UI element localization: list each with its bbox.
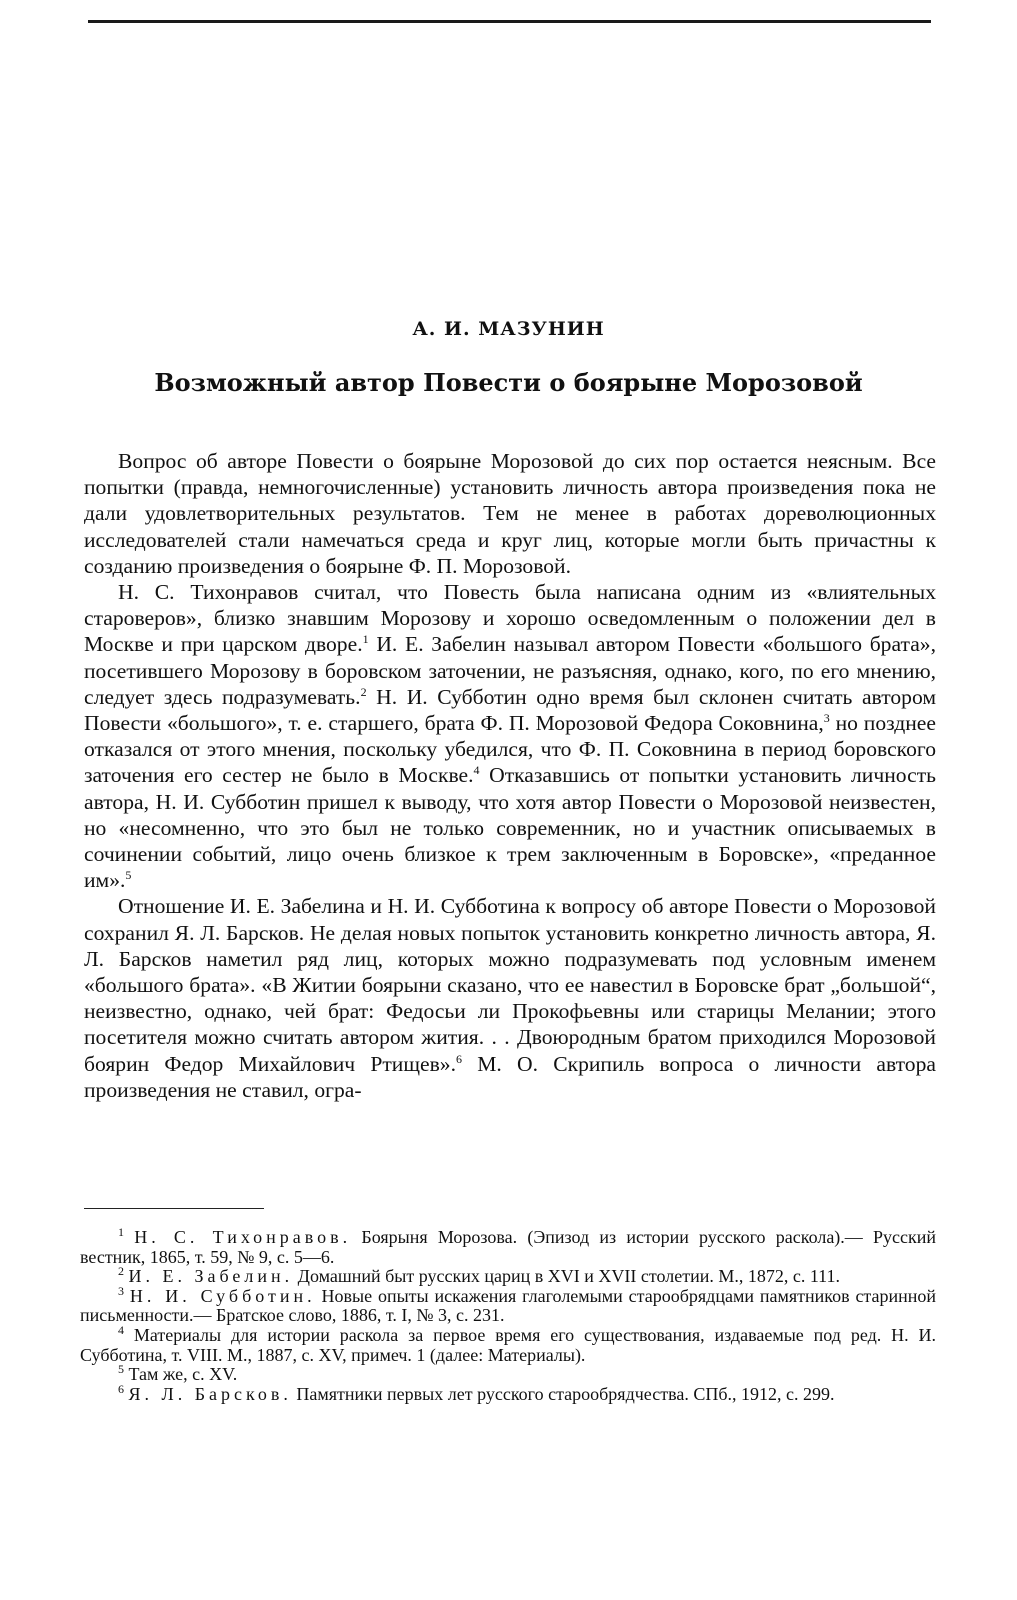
footnote-3: [80, 1283, 937, 1326]
paragraph-text: но позднее отказался от этого мнения, поскольку убедился, что Ф. П. Соковнина в период боровского заточения его сестер не было в Москве.: [84, 711, 936, 788]
footnote-number: 4: [118, 1322, 124, 1337]
footnote-ref[interactable]: 6: [455, 1051, 462, 1066]
paragraph-text: Отношение И. Е. Забелина и Н. И. Субботина к вопросу об авторе Повести о Морозовой сохранил Я. Л. Барсков. Не делая новых попыток установить конкретно личность автора, Я. Л. Барсков наметил ряд лиц, которых можно подразумевать под условным именем «большого брата». «В Житии боярыни сказано, что ее навестил в Боровске брат „большой“, неизвестно, однако, чей брат: Федосьи ли Прокофьевны или старицы Мелании; этого посетителя можно считать автором жития. . . Двоюродным братом приходился Морозовой боярин Федор Михайлович Ртищев».: [84, 894, 936, 1076]
footnote-4: [80, 1322, 936, 1365]
paragraph-text: Н. И. Субботин одно время был склонен считать автором Повести «большого», т. е. старшего, брата Ф. П. Морозовой Федора Соковнина,: [84, 684, 936, 736]
footnote-6: [80, 1381, 936, 1405]
footnote-ref[interactable]: 4: [473, 763, 480, 778]
footnote-text: Материалы для истории раскола за первое время его существования, издаваемые под ред. Н. И. Субботина, т. VIII. М., 1887, с. XV, примеч. 1 (далее: Материалы).: [80, 1324, 936, 1365]
article-author: А. И. МАЗУНИН: [412, 318, 605, 340]
footnote-ref[interactable]: 2: [360, 684, 367, 699]
paragraph-text: Н. С. Тихонравов считал, что Повесть была написана одним из «влиятельных староверов», близко знавшим Морозову и хорошо осведомленным о положении дел в Москве и при царском дворе.: [84, 580, 936, 657]
footnote-author: Я. Л. Барсков.: [128, 1383, 292, 1404]
footnote-text: Памятники первых лет русского старообрядчества. СПб., 1912, с. 299.: [296, 1383, 835, 1404]
footnote-text: Боярыня Морозова. (Эпизод из истории русского раскола).— Русский вестник, 1865, т. 59, № 9, с. 5—6.: [80, 1227, 937, 1267]
footnote-text: Там же, с. XV.: [128, 1364, 238, 1385]
footnote-author: Н. С. Тихонравов.: [134, 1227, 352, 1247]
footnote-2: [80, 1264, 936, 1287]
paragraph-1: [84, 448, 936, 579]
footnote-author: И. Е. Забелин.: [128, 1266, 294, 1287]
footnotes: [80, 1225, 937, 1404]
paragraph-3: [84, 893, 936, 1103]
paragraph-text: И. Е. Забелин называл автором Повести «большого брата», посетившего Морозову в боровском заточении, не разъясняя, однако, кого, по его мнению, следует здесь подразумевать.: [84, 632, 936, 709]
article-body: [84, 448, 936, 1103]
top-rule: [88, 20, 931, 23]
footnote-number: 1: [118, 1225, 124, 1239]
footnote-author: Н. И. Субботин.: [129, 1285, 316, 1306]
footnote-divider: [84, 1208, 264, 1209]
paragraph-text: М. О. Скрипиль вопроса о личности автора произведения не ставил, огра-: [84, 1051, 936, 1102]
footnote-ref[interactable]: 1: [362, 632, 369, 647]
paragraph-2: [84, 579, 936, 893]
article-title: Возможный автор Повести о боярыне Морозовой: [154, 368, 863, 397]
footnote-ref[interactable]: 3: [823, 710, 830, 725]
footnote-text: Домашний быт русских цариц в XVI и XVII столетии. М., 1872, с. 111.: [297, 1266, 841, 1287]
footnote-number: 3: [118, 1283, 124, 1298]
footnote-5: [80, 1362, 936, 1385]
footnote-number: 2: [118, 1264, 124, 1279]
footnote-text: Новые опыты искажения глаголемыми старообрядцами памятников старинной письменности.— Братское слово, 1886, т. I, № 3, с. 231.: [80, 1285, 937, 1326]
footnote-ref[interactable]: 5: [125, 868, 132, 883]
footnote-1: [80, 1225, 937, 1267]
paragraph-text: Вопрос об авторе Повести о боярыне Морозовой до сих пор остается неясным. Все попытки (правда, немногочисленные) установить личность автора произведения пока не дали удовлетворительных результатов. Тем не менее в работах дореволюционных исследователей стали намечаться среда и круг лиц, которые могли быть причастны к созданию произведения о боярыне Ф. П. Морозовой.: [84, 449, 936, 578]
footnote-number: 5: [118, 1362, 124, 1377]
paragraph-text: Отказавшись от попытки установить личность автора, Н. И. Субботин пришел к выводу, что хотя автор Повести о Морозовой неизвестен, но «несомненно, что это был не только современник, но и участник описываемых в сочинении событий, лицо очень близкое к трем заключенным в Боровске», «преданное им».: [84, 763, 936, 893]
footnote-number: 6: [118, 1381, 124, 1396]
